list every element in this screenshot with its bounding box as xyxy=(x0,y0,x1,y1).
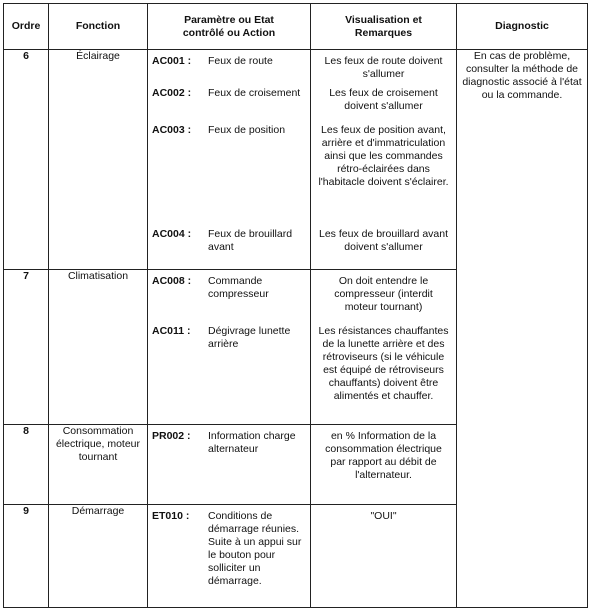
visu-text: Les feux de position avant, arrière et d'immatriculation ainsi que les commandes rétro-éclairées dans l'habitacle doivent s'éclairer. xyxy=(318,124,449,188)
header-visualisation-text: Visualisation et Remarques xyxy=(345,13,422,39)
visu-text: en % Information de la consommation électrique par rapport au débit de l'alternateur. xyxy=(325,430,442,481)
param-code: ET010 : xyxy=(152,510,190,522)
ordre-cell: 7 xyxy=(4,270,49,425)
header-parametre xyxy=(148,4,311,50)
diagnostic-table xyxy=(3,3,588,608)
param-label: Feux de route xyxy=(208,55,273,67)
param-code: AC011 : xyxy=(152,325,191,337)
param-label: Information charge alternateur xyxy=(208,430,296,455)
fonction-cell: Démarrage xyxy=(49,505,148,608)
diagnostic-cell: En cas de problème, consulter la méthode de diagnostic associé à l'état ou la commande. xyxy=(457,50,588,608)
fonction-cell: Climatisation xyxy=(49,270,148,425)
param-code: AC008 : xyxy=(152,275,192,287)
param-label: Conditions de démarrage réunies. Suite à un appui sur le bouton pour solliciter un démarrage. xyxy=(208,510,302,587)
param-label: Dégivrage lunette arrière xyxy=(208,325,291,350)
param-code: AC001 : xyxy=(152,55,192,67)
param-label: Feux de croisement xyxy=(208,87,301,99)
fonction-cell: Consommation électrique, moteur tournant xyxy=(49,425,148,505)
header-fonction: Fonction xyxy=(49,4,148,50)
header-diagnostic: Diagnostic xyxy=(457,4,588,50)
parametre-cell xyxy=(148,270,311,425)
header-parametre-text: Paramètre ou Etat contrôlé ou Action xyxy=(182,13,276,39)
visu-text: Les feux de brouillard avant doivent s'allumer xyxy=(319,228,448,253)
param-label: Commande compresseur xyxy=(208,275,269,300)
fonction-cell: Éclairage xyxy=(49,50,148,270)
param-block xyxy=(148,270,310,325)
param-block xyxy=(148,50,310,87)
visu-text: Les résistances chauffantes de la lunette arrière et des rétroviseurs (si le véhicule est équipé de rétroviseurs chauffants) doivent être alimentés et chauffer. xyxy=(318,325,449,402)
header-visualisation xyxy=(311,4,457,50)
parametre-cell xyxy=(148,425,311,505)
visualisation-cell xyxy=(311,50,457,270)
ordre-cell: 9 xyxy=(4,505,49,608)
visualisation-cell xyxy=(311,425,457,505)
param-block xyxy=(148,425,310,456)
visualisation-cell xyxy=(311,270,457,425)
param-code: AC003 : xyxy=(152,124,192,136)
param-block xyxy=(148,228,310,254)
header-row xyxy=(4,4,588,50)
param-label: Feux de brouillard avant xyxy=(208,228,293,253)
param-block xyxy=(148,325,310,351)
ordre-cell: 8 xyxy=(4,425,49,505)
parametre-cell xyxy=(148,50,311,270)
visu-text: "OUI" xyxy=(370,510,397,522)
visu-text: Les feux de route doivent s'allumer xyxy=(324,55,443,80)
param-label: Feux de position xyxy=(208,124,286,136)
param-code: AC002 : xyxy=(152,87,192,99)
param-code: AC004 : xyxy=(152,228,192,240)
param-block xyxy=(148,87,310,124)
header-ordre: Ordre xyxy=(4,4,49,50)
param-block xyxy=(148,505,310,588)
visualisation-cell xyxy=(311,505,457,608)
visu-text: On doit entendre le compresseur (interdit moteur tournant) xyxy=(334,275,433,313)
table-row xyxy=(4,50,588,270)
param-code: PR002 : xyxy=(152,430,191,442)
parametre-cell xyxy=(148,505,311,608)
ordre-cell: 6 xyxy=(4,50,49,270)
param-block xyxy=(148,124,310,228)
visu-text: Les feux de croisement doivent s'allumer xyxy=(329,87,438,112)
